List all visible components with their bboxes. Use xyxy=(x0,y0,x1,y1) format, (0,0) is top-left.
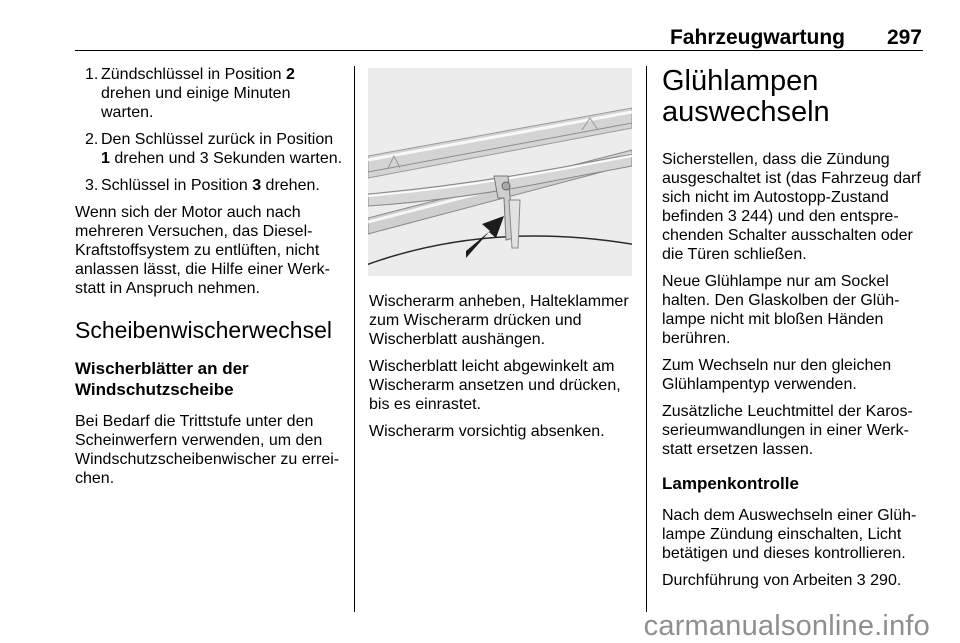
page-reference-icon: 3 xyxy=(727,208,737,225)
step-text: Schlüssel in Position xyxy=(101,177,253,194)
wiper-step-2: Wischerblatt leicht abgewinkelt am Wischerarm ansetzen und drücken, bis es einrastet. xyxy=(369,358,621,413)
running-header-title: Fahrzeugwartung xyxy=(669,26,845,49)
text-run: . xyxy=(896,572,902,589)
step-number: 2. xyxy=(85,131,99,148)
step-text: drehen und 3 Sekunden warten. xyxy=(109,150,343,167)
wiper-illustration xyxy=(368,68,632,276)
step-text: drehen und einige Minuten warten. xyxy=(101,85,291,121)
wiper-arm-drawing xyxy=(368,68,632,276)
step-text: Den Schlüssel zurück in Position xyxy=(101,131,334,148)
bulb-para-ignition xyxy=(662,150,927,264)
subsection-paragraph: Bei Bedarf die Trittstufe unter den Scheinwerfern verwenden, um den Windschutzscheibenwischer zu errei-chen. xyxy=(75,413,340,487)
step-text: Zündschlüssel in Position xyxy=(101,66,286,83)
diesel-bleed-paragraph: Wenn sich der Motor auch nach mehreren Versuchen, das Diesel-Kraftstoffsystem zu entlüften, nicht anlassen lässt, die Hilfe einer Werk-statt in Anspruch nehmen. xyxy=(75,204,330,297)
left-column xyxy=(75,65,343,496)
watermark: carmanualsonline.info xyxy=(643,610,930,642)
column-divider-right xyxy=(646,66,647,612)
wiper-step-3: Wischerarm vorsichtig absenken. xyxy=(369,423,605,440)
lamp-check-para: Nach dem Auswechseln einer Glüh-lampe Zündung einschalten, Licht betätigen und dieses kontrollieren. xyxy=(662,507,917,562)
header-rule xyxy=(75,50,923,51)
work-reference-para xyxy=(662,571,927,590)
page-number: 297 xyxy=(886,26,922,49)
text-run: ) und den entspre-chenden Schalter ausschalten oder die Türen schließen. xyxy=(662,208,913,263)
bulb-section-title: Glühlampen auswechseln xyxy=(662,65,830,128)
section-title: Scheibenwischerwechsel xyxy=(75,317,332,343)
page-reference: 244 xyxy=(741,208,768,225)
page-reference-icon: 3 xyxy=(856,572,866,589)
middle-column xyxy=(369,292,637,449)
right-column xyxy=(662,66,927,598)
bulb-para-workshop: Zusätzliche Leuchtmittel der Karos-serieumwandlungen in einer Werk-statt ersetzen lassen. xyxy=(662,403,913,458)
step-position: 3 xyxy=(252,177,262,194)
step-position: 2 xyxy=(285,66,295,83)
step-position: 1 xyxy=(101,150,110,167)
text-run: Sicherstellen, dass die Zündung ausgeschaltet ist (das Fahrzeug darf sich nicht im Autostopp-Zustand befinden xyxy=(662,151,921,225)
text-run: Durchführung von Arbeiten xyxy=(662,572,857,589)
column-divider-left xyxy=(354,66,355,612)
lamp-check-title: Lampenkontrolle xyxy=(662,474,799,493)
page-reference: 290 xyxy=(870,572,897,589)
step-number: 1. xyxy=(85,66,99,83)
bulb-para-handling: Neue Glühlampe nur am Sockel halten. Den Glaskolben der Glüh-lampe nicht mit bloßen Händen berühren. xyxy=(662,273,900,347)
subsection-title: Wischerblätter an der Windschutzscheibe xyxy=(75,359,249,399)
steps-list xyxy=(75,65,343,195)
step-number: 3. xyxy=(85,177,99,194)
bulb-para-same-type: Zum Wechseln nur den gleichen Glühlampentyp verwenden. xyxy=(662,357,892,393)
step-item xyxy=(75,130,343,168)
step-item xyxy=(75,65,343,122)
wiper-step-1: Wischerarm anheben, Halteklammer zum Wischerarm drücken und Wischerblatt aushängen. xyxy=(369,293,629,348)
step-text: drehen. xyxy=(261,177,320,194)
step-item xyxy=(75,176,343,195)
